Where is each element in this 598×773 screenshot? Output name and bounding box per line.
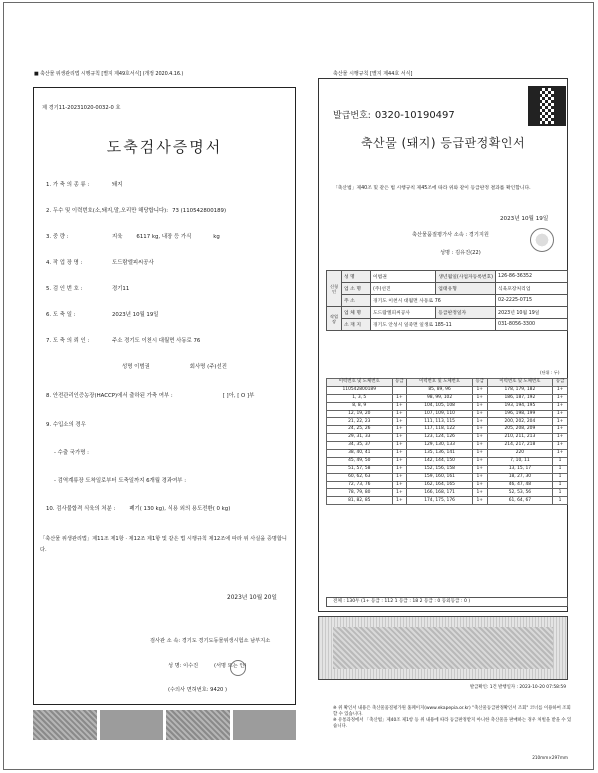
grade-row [327,473,568,481]
carcass-numbers-cell: 7, 10, 11 [487,457,553,465]
grade-cell: 1+ [472,481,487,489]
field-stamp-number: 5. 검 인 번 호 : 경기11 [46,286,130,292]
carcass-numbers-cell: 81, 82, 85 [327,497,393,505]
grade-cell: 1+ [472,442,487,450]
paper-size: 210mm×297mm [532,755,568,760]
carcass-numbers-cell: 1, 3, 5 [327,394,393,402]
field-slaughter-date: 6. 도 축 일 : 2023년 10월 19일 [46,312,159,318]
grade-cell: 1+ [392,465,407,473]
carcass-numbers-cell: 162, 164, 165 [407,481,473,489]
field-requester-address: 7. 도 축 의 뢰 인 : 주소 경기도 이천시 대월면 사동로 76 [46,338,201,344]
grade-column-header: 이력번호 및 도체번호 [487,379,553,387]
grade-column-header: 이력번호 및 도체번호 [407,379,473,387]
grade-row [327,450,568,458]
carcass-numbers-cell: 8, 8, 9 [327,402,393,410]
carcass-numbers-cell: 38, 40, 41 [327,450,393,458]
grade-certificate [318,78,568,612]
grade-cell: 1+ [392,418,407,426]
legal-basis-text: 「축산법」제40조 및 같은 법 시행규칙 제45조에 따라 위와 같이 등급판정 결과를 확인합니다. [333,186,531,191]
info-row: 신청인 성 명 이범권 생년월일(사업자등록번호) 126-86-36352 [327,271,568,283]
carcass-numbers-cell: 34, 35, 37 [327,442,393,450]
carcass-numbers-cell: 142, 144, 150 [407,457,473,465]
grading-date: 2023년 10월 19일 [500,216,549,222]
grade-cell: 1+ [392,489,407,497]
grade-cell: 1+ [392,394,407,402]
carcass-numbers-cell: 111, 113, 115 [407,418,473,426]
grade-cell: 1+ [553,394,568,402]
grade-cell: 1+ [553,450,568,458]
grade-cell: 1+ [392,434,407,442]
grade-column-header: 등급 [392,379,407,387]
field-livestock-type: 1. 가 축 의 종 류 : 돼지 [46,182,123,188]
info-row: 작업장 업 체 명 도드람엘피씨공사 등급판정일자 2023년 10월 19일 [327,307,568,319]
field-head-count: 2. 두수 및 이력번호(소,돼지,말,오리만 해당합니다): 73 (110542800189) [46,208,227,214]
field-worksite: 4. 작 업 장 명 : 도드람엘피씨공사 [46,260,154,266]
grade-row [327,442,568,450]
note-item: ※ 위 확인서 내용은 축산물품질평가원 홈페이지(www.ekapepia.or.kr) "축산물등급판정확인서 조회" 코너를 이용하여 조회할 수 있습니다. [333,706,571,717]
grade-column-header: 등급 [553,379,568,387]
carcass-numbers-cell: 24, 25, 26 [327,426,393,434]
grade-table [326,378,568,505]
grade-cell: 1+ [472,450,487,458]
grade-cell: 1 [553,465,568,473]
grade-cell: 1+ [553,426,568,434]
carcass-numbers-cell: 45, 49, 50 [327,457,393,465]
field-quarantine: - 검역계류장 도착일로부터 도축일까지 6개월 경과여부 : [54,478,187,484]
qr-code-icon [528,86,566,126]
carcass-numbers-cell: 107, 109, 110 [407,410,473,418]
grade-table-header [327,379,568,387]
grade-cell: 1+ [472,418,487,426]
grade-row [327,497,568,505]
grade-row [327,481,568,489]
grade-row [327,418,568,426]
grade-cell: 1+ [472,473,487,481]
grade-row [327,457,568,465]
carcass-numbers-cell: 85, 89, 96 [407,386,473,394]
grade-row [327,489,568,497]
grade-cell: 1+ [472,489,487,497]
slaughter-certificate [33,87,296,705]
info-row: 소 재 지 경기도 안성시 일죽면 일생로 185-11 031-8056-3300 [327,319,568,331]
grade-cell: 1+ [392,497,407,505]
grade-cell: 1+ [472,465,487,473]
grade-total: 전체 : 130두 (1+ 등급 : 112 1 등급 : 18 2 등급 : 0 등외등급 : 0 ) [326,597,568,607]
grade-cell: 1+ [392,442,407,450]
notes [333,706,573,730]
carcass-numbers-cell: 52, 53, 56 [487,489,553,497]
certification-text: 「축산물 위생관리법」제11조 제1항 · 제12조 제1항 및 같은 법 시행규칙 제12조에 따라 위 사실을 증명합니다. [40,536,287,553]
grade-cell: 1+ [553,434,568,442]
grade-cell: 1+ [553,418,568,426]
grade-cell: 1+ [472,386,487,394]
field-imported: 9. 수입소의 경우 [46,422,86,428]
grade-cell: 1+ [472,434,487,442]
grade-row [327,410,568,418]
grade-cell: 1+ [392,450,407,458]
applicant-info-table [326,270,568,331]
carcass-numbers-cell: 110542800189 [327,386,393,394]
grade-cell: 1+ [553,386,568,394]
field-requester-name: 성명 이범권 회사명 (주)선진 [122,364,227,370]
grade-cell: 1 [553,481,568,489]
grade-row [327,402,568,410]
carcass-numbers-cell: 104, 105, 108 [407,402,473,410]
grade-cell: 1+ [392,457,407,465]
carcass-numbers-cell: 220 [487,450,553,458]
grade-cell: 1+ [553,442,568,450]
grade-cell: 1+ [472,394,487,402]
document-number: 제 경기11-20231020-0032-0 호 [42,105,121,111]
issue-date: 2023년 10월 20일 [227,595,277,601]
grade-cell: 1+ [392,410,407,418]
carcass-numbers-cell: 72, 73, 76 [327,481,393,489]
grade-cell: 1+ [472,410,487,418]
carcass-numbers-cell: 186, 187, 192 [487,394,553,402]
grade-row [327,386,568,394]
carcass-numbers-cell: 210, 211, 213 [487,434,553,442]
carcass-numbers-cell: 51, 57, 58 [327,465,393,473]
grade-column-header: 이력번호 및 도체번호 [327,379,393,387]
carcass-numbers-cell: 98, 99, 102 [407,394,473,402]
field-export-country: - 수출 국가명 : [54,450,89,456]
grade-cell: 1+ [553,402,568,410]
grader-seal-icon [530,228,554,252]
right-redacted-panel [318,616,568,680]
right-form-note: 축산물 시행규칙 [별지 제44호 서식] [333,71,413,77]
inspector-name: 성 명: 이수진 [168,663,199,669]
carcass-numbers-cell: 117, 118, 122 [407,426,473,434]
carcass-numbers-cell: 200, 202, 204 [487,418,553,426]
grade-cell: 1+ [472,402,487,410]
info-row: 주 소 경기도 이천시 대월면 사동로 76 02-2225-0715 [327,295,568,307]
carcass-numbers-cell: 12, 19, 20 [327,410,393,418]
grade-column-header: 등급 [472,379,487,387]
grade-cell: 1+ [392,473,407,481]
grade-row [327,434,568,442]
certificate-title: 도축검사증명서 [106,138,223,156]
carcass-numbers-cell: 174, 175, 176 [407,497,473,505]
grade-cell: 1 [553,473,568,481]
grade-cell: 1+ [472,457,487,465]
grade-cell: 1+ [472,497,487,505]
grade-cell: 1+ [553,410,568,418]
carcass-numbers-cell: 29, 31, 33 [327,434,393,442]
grade-cell: 1+ [392,481,407,489]
grade-cell: 1+ [392,402,407,410]
carcass-numbers-cell: 123, 124, 126 [407,434,473,442]
field-haccp: 8. 안전관리인증농장(HACCP)에서 출하된 가축 여부 : [ ]아, [ O ]부 [46,393,255,399]
grader-affiliation: 축산물품질평가사 소속 : 경기지원 [412,232,489,238]
carcass-numbers-cell: 214, 217, 218 [487,442,553,450]
grade-cell [392,386,407,394]
carcass-numbers-cell: 159, 160, 161 [407,473,473,481]
grade-cell: 1 [553,457,568,465]
carcass-numbers-cell: 178, 179, 182 [487,386,553,394]
print-info: 발급확인: 1건 발행일자 : 2023-10-20 07:58:59 [469,685,566,690]
grade-cell: 1+ [472,426,487,434]
carcass-numbers-cell: 61, 64, 67 [487,497,553,505]
info-row: 업 소 명 (주)선진 업태유형 식육포장처리업 [327,283,568,295]
issue-number: 발급번호: 0320-10190497 [333,110,455,121]
carcass-numbers-cell: 135, 136, 141 [407,450,473,458]
grade-row [327,394,568,402]
grade-cell: 1 [553,489,568,497]
grade-cell: 1+ [392,426,407,434]
carcass-numbers-cell: 166, 168, 171 [407,489,473,497]
carcass-numbers-cell: 60, 62, 63 [327,473,393,481]
unit-label: (단위 : 두) [540,370,560,375]
carcass-numbers-cell: 196, 198, 199 [487,410,553,418]
carcass-numbers-cell: 205, 208, 209 [487,426,553,434]
grader-name: 성명 : 김유진(22) [440,250,481,256]
carcass-numbers-cell: 152, 156, 158 [407,465,473,473]
left-form-note: ■ 축산물 위생관리법 시행규칙 [별지 제49호서식] (개정 2020.4.16.) [34,71,184,77]
left-redacted-strip [33,710,296,740]
carcass-numbers-cell: 46, 47, 48 [487,481,553,489]
grade-row [327,465,568,473]
inspector-seal-icon [230,660,246,676]
field-weight: 3. 중 량 : 지육 6117 kg, 내장 등 가식 kg [46,234,220,240]
grade-cell: 1 [553,497,568,505]
grade-row [327,426,568,434]
carcass-numbers-cell: 129, 130, 133 [407,442,473,450]
carcass-numbers-cell: 21, 22, 23 [327,418,393,426]
note-item: ※ 유통과정에서 「축산법」제40조 제1항 등 위 내용에 따라 등급판정받지 아니한 축산물을 판매하는 경우 처벌을 받을 수 있습니다. [333,718,572,729]
field-disposal: 10. 검사불합격 식육의 처분 : 폐기( 130 kg), 식용 외의 용도전환( 0 kg) [46,506,231,512]
carcass-numbers-cell: 13, 15, 17 [487,465,553,473]
vet-license: (수의사 면허번호: 9420 ) [168,687,228,693]
carcass-numbers-cell: 18, 27, 30 [487,473,553,481]
carcass-numbers-cell: 193, 194, 195 [487,402,553,410]
grade-certificate-title: 축산물 (돼지) 등급판정확인서 [360,136,526,150]
carcass-numbers-cell: 78, 79, 80 [327,489,393,497]
inspector-office: 검사관 소 속: 경기도 경기도동물위생시험소 남부지소 [150,638,271,644]
signature-note: (서명 또는 인) [214,663,247,669]
